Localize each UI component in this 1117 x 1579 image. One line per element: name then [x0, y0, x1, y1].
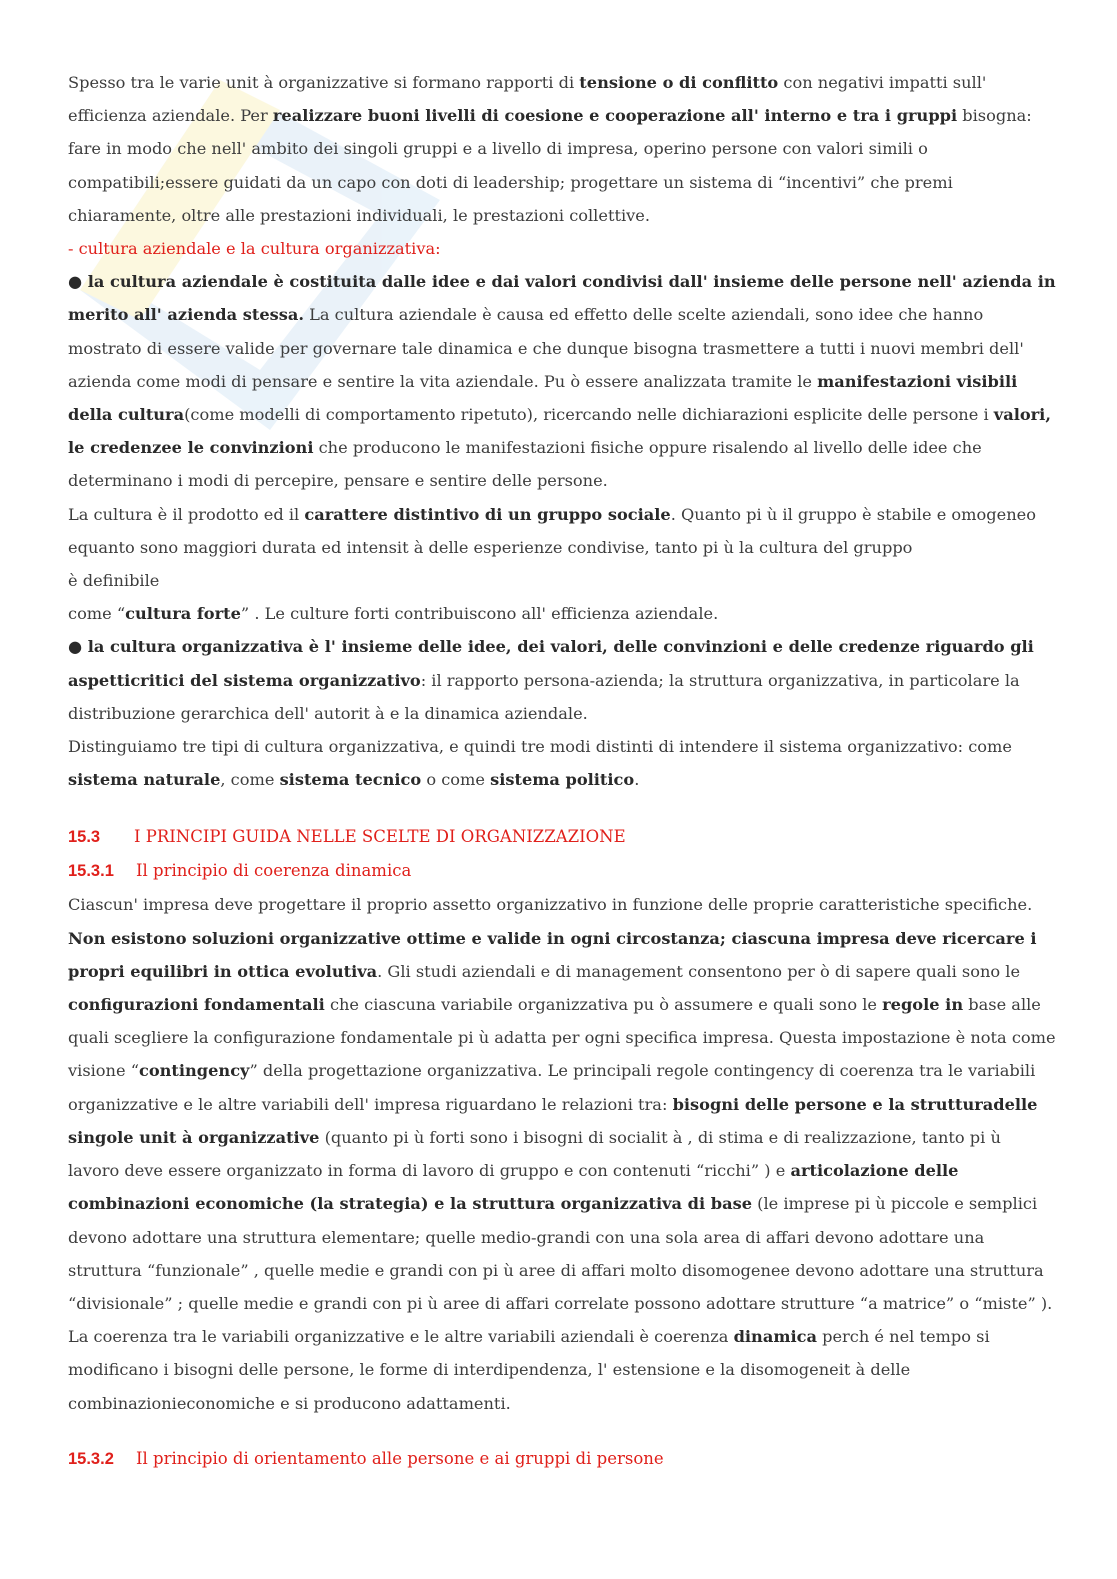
bullet-cultura-organizzativa: ● la cultura organizzativa è l' insieme delle idee, dei valori, delle convinzioni e delle credenze riguardo gli aspetticritici del sistema organizzativo: il rapporto persona-azienda; la struttura organizzativa, in particolare la distribuzione gerarchica dell' autorit à e la dinamica aziendale. — [68, 637, 1034, 723]
document-page — [68, 66, 1058, 1476]
section-15-3-heading: 15.3 I PRINCIPI GUIDA NELLE SCELTE DI ORGANIZZAZIONE — [68, 827, 626, 847]
section-15-3-2-heading: 15.3.2 Il principio di orientamento alle persone e ai gruppi di persone — [68, 1448, 664, 1468]
paragraph-lavoro-gruppo: lavoro deve essere organizzato in forma di lavoro di gruppo e con contenuti “ricchi” ) e articolazione delle combinazioni economiche (la strategia) e la struttura organizzativa di base (le imprese pi ù piccole e semplici devono adottare una struttura elementare; quelle medio-grandi con una sola area di affari devono adottare una struttura “funzionale” , quelle medie e grandi con pi ù aree di affari molto disomogenee devono adottare una struttura “divisionale” ; quelle medie e grandi con pi ù aree di affari correlate possono adottare strutture “a matrice” o “miste” ). — [68, 1161, 1053, 1313]
paragraph-tre-tipi: Distinguiamo tre tipi di cultura organizzativa, e quindi tre modi distinti di intendere il sistema organizzativo: come sistema naturale, come sistema tecnico o come sistema politico. — [68, 737, 1012, 790]
paragraph-definibile: è definibile — [68, 571, 160, 591]
paragraph-coerenza: Ciascun' impresa deve progettare il proprio assetto organizzativo in funzione delle proprie caratteristiche specifiche. Non esistono soluzioni organizzative ottime e valide in ogni circostanza; ciascuna impresa deve ricercare i propri equilibri in ottica evolutiva. Gli studi aziendali e di management consentono per ò di sapere quali sono le configurazioni fondamentali che ciascuna variabile organizzativa pu ò assumere e quali sono le regole in base alle quali scegliere la configurazione fondamentale pi ù adatta per ogni specifica impresa. Questa impostazione è nota come visione “contingency” della progettazione organizzativa. Le principali regole contingency di coerenza tra le variabili organizzative e le altre variabili dell' impresa riguardano le relazioni tra: bisogni delle persone e la strutturadelle singole unit à organizzative (quanto pi ù forti sono i bisogni di socialit à , di stima e di realizzazione, tanto pi ù — [68, 895, 1056, 1147]
section-15-3-1-heading: 15.3.1 Il principio di coerenza dinamica — [68, 861, 412, 881]
bullet-cultura-aziendale: ● la cultura aziendale è costituita dalle idee e dai valori condivisi dall' insieme delle persone nell' azienda in merito all' azienda stessa. La cultura aziendale è causa ed effetto delle scelte aziendali, sono idee che hanno mostrato di essere valide per governare tale dinamica e che dunque bisogna trasmettere a tutti i nuovi membri dell' azienda come modi di pensare e sentire la vita aziendale. Pu ò essere analizzata tramite le manifestazioni visibili della cultura(come modelli di comportamento ripetuto), ricercando nelle dichiarazioni esplicite delle persone i valori, le credenzee le convinzioni che producono le manifestazioni fisiche oppure risalendo al livello delle idee che determinano i modi di percepire, pensare e sentire delle persone. — [68, 272, 1056, 491]
heading-cultura: - cultura aziendale e la cultura organizzativa: — [68, 239, 441, 259]
paragraph-coerenza-dinamica: La coerenza tra le variabili organizzative e le altre variabili aziendali è coerenza dinamica perch é nel tempo si modificano i bisogni delle persone, le forme di interdipendenza, l' estensione e la disomogeneit à delle combinazionieconomiche e si producono adattamenti. — [68, 1327, 990, 1413]
paragraph-cultura-prodotto: La cultura è il prodotto ed il carattere distintivo di un gruppo sociale. Quanto pi ù il gruppo è stabile e omogeneo equanto sono maggiori durata ed intensit à delle esperienze condivise, tanto pi ù la cultura del gruppo — [68, 504, 1036, 557]
paragraph-tensione: Spesso tra le varie unit à organizzative si formano rapporti di tensione o di conflitto con negativi impatti sull' efficienza aziendale. Per realizzare buoni livelli di coesione e cooperazione all' interno e tra i gruppi bisogna: fare in modo che nell' ambito dei singoli gruppi e a livello di impresa, operino persone con valori simili o compatibili;essere guidati da un capo con doti di leadership; progettare un sistema di “incentivi” che premi chiaramente, oltre alle prestazioni individuali, le prestazioni collettive. — [68, 73, 1032, 225]
paragraph-cultura-forte: come “cultura forte” . Le culture forti contribuiscono all' efficienza aziendale. — [68, 604, 719, 624]
